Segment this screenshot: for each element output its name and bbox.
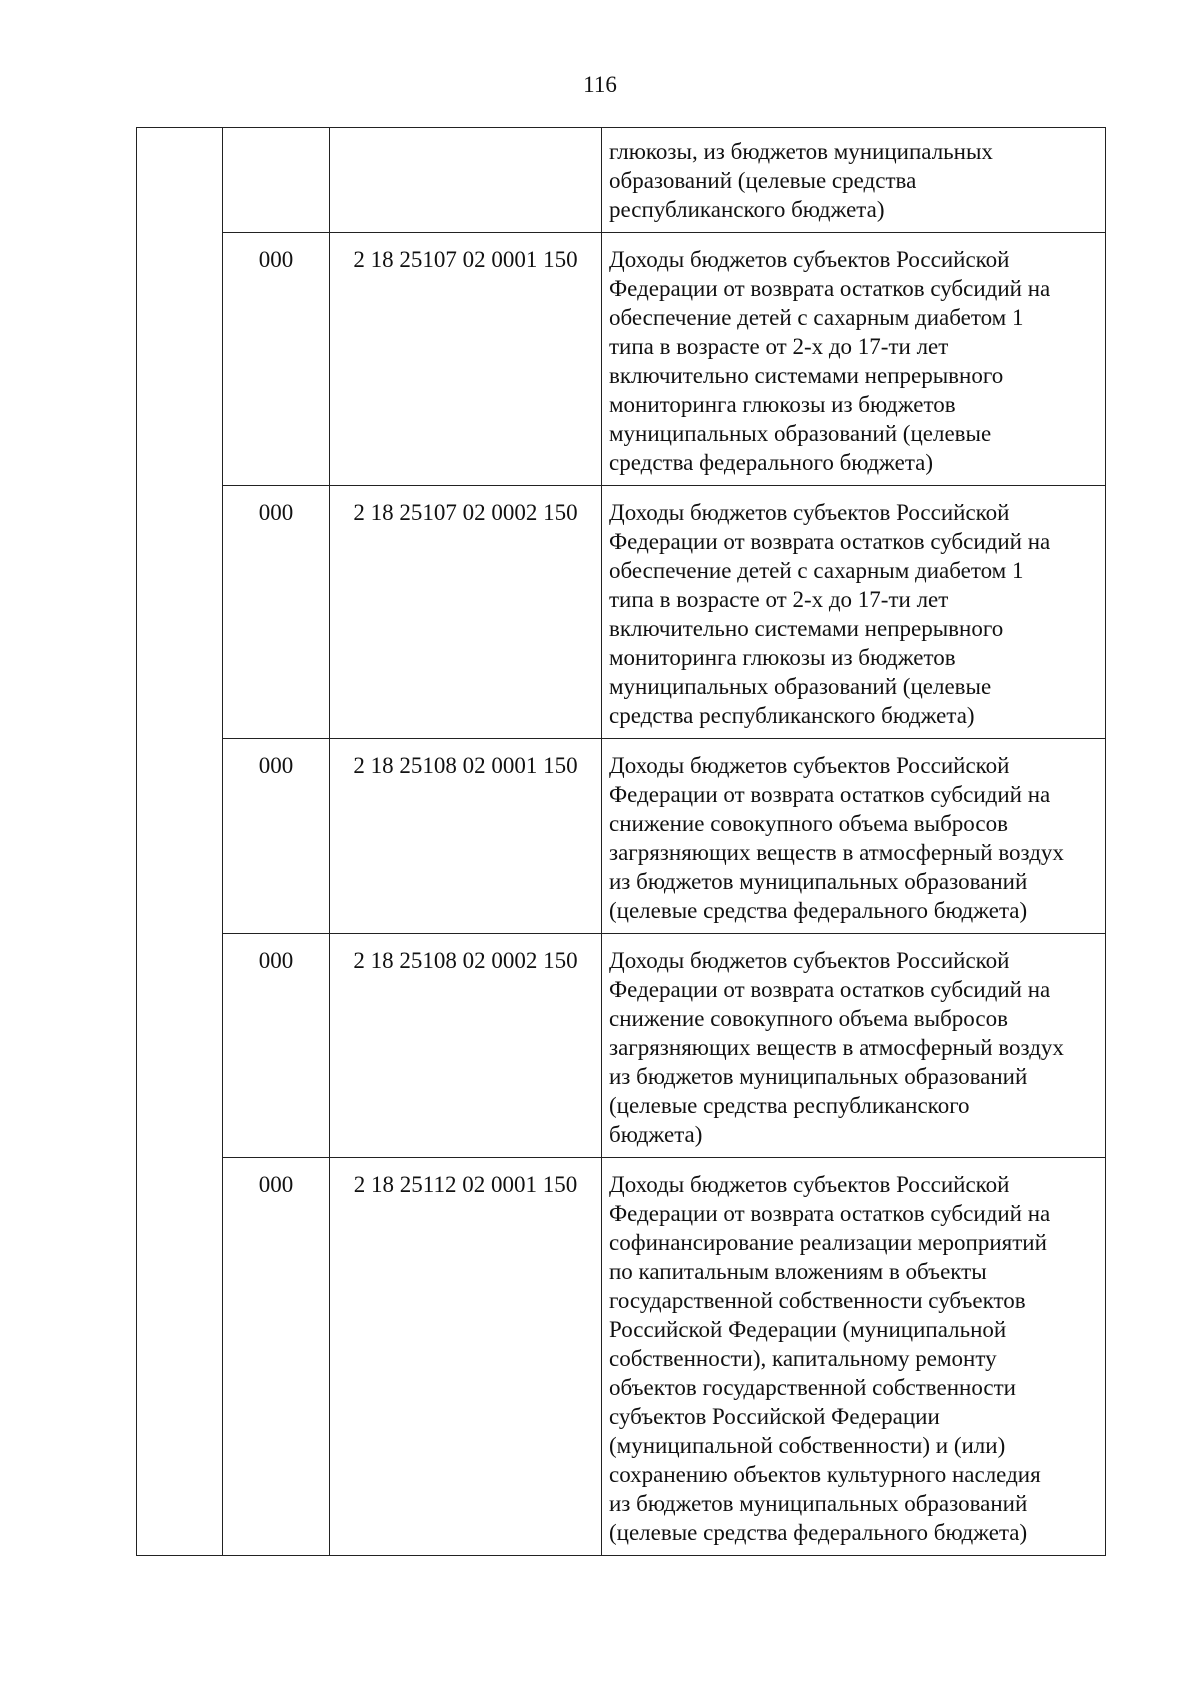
description-cell: Доходы бюджетов субъектов Российской Федерации от возврата остатков субсидий на снижение совокупного объема выбросов загрязняющих веществ в атмосферный воздух из бюджетов муниципальных образований (целевые средства республиканского бюджета)	[602, 934, 1106, 1158]
table-row	[137, 739, 1106, 934]
budget-classification-table	[136, 127, 1106, 1556]
table-row	[137, 934, 1106, 1158]
description-cell: Доходы бюджетов субъектов Российской Федерации от возврата остатков субсидий на обеспечение детей с сахарным диабетом 1 типа в возрасте от 2-х до 17-ти лет включительно системами непрерывного мониторинга глюкозы из бюджетов муниципальных образований (целевые средства республиканского бюджета)	[602, 486, 1106, 739]
admin-code-cell: 000	[223, 934, 330, 1158]
description-cell: глюкозы, из бюджетов муниципальных образований (целевые средства республиканского бюджета)	[602, 128, 1106, 233]
description-cell: Доходы бюджетов субъектов Российской Федерации от возврата остатков субсидий на софинансирование реализации мероприятий по капитальным вложениям в объекты государственной собственности субъектов Российской Федерации (муниципальной собственности), капитальному ремонту объектов государственной собственности субъектов Российской Федерации (муниципальной собственности) и (или) сохранению объектов культурного наследия из бюджетов муниципальных образований (целевые средства федерального бюджета)	[602, 1158, 1106, 1556]
admin-code-cell: 000	[223, 486, 330, 739]
admin-code-cell: 000	[223, 1158, 330, 1556]
bk-code-cell: 2 18 25108 02 0001 150	[330, 739, 602, 934]
description-cell: Доходы бюджетов субъектов Российской Федерации от возврата остатков субсидий на снижение совокупного объема выбросов загрязняющих веществ в атмосферный воздух из бюджетов муниципальных образований (целевые средства федерального бюджета)	[602, 739, 1106, 934]
table-row	[137, 128, 1106, 233]
bk-code-cell: 2 18 25107 02 0002 150	[330, 486, 602, 739]
bk-code-cell: 2 18 25108 02 0002 150	[330, 934, 602, 1158]
description-cell: Доходы бюджетов субъектов Российской Федерации от возврата остатков субсидий на обеспечение детей с сахарным диабетом 1 типа в возрасте от 2-х до 17-ти лет включительно системами непрерывного мониторинга глюкозы из бюджетов муниципальных образований (целевые средства федерального бюджета)	[602, 233, 1106, 486]
table-row	[137, 486, 1106, 739]
page-number: 116	[583, 72, 617, 97]
merged-blank-cell	[137, 128, 223, 1556]
bk-code-cell: 2 18 25107 02 0001 150	[330, 233, 602, 486]
table-row	[137, 1158, 1106, 1556]
bk-code-cell: 2 18 25112 02 0001 150	[330, 1158, 602, 1556]
table-row	[137, 233, 1106, 486]
admin-code-cell: 000	[223, 739, 330, 934]
table-body	[137, 128, 1106, 1556]
admin-code-cell: 000	[223, 233, 330, 486]
bk-code-cell	[330, 128, 602, 233]
admin-code-cell	[223, 128, 330, 233]
